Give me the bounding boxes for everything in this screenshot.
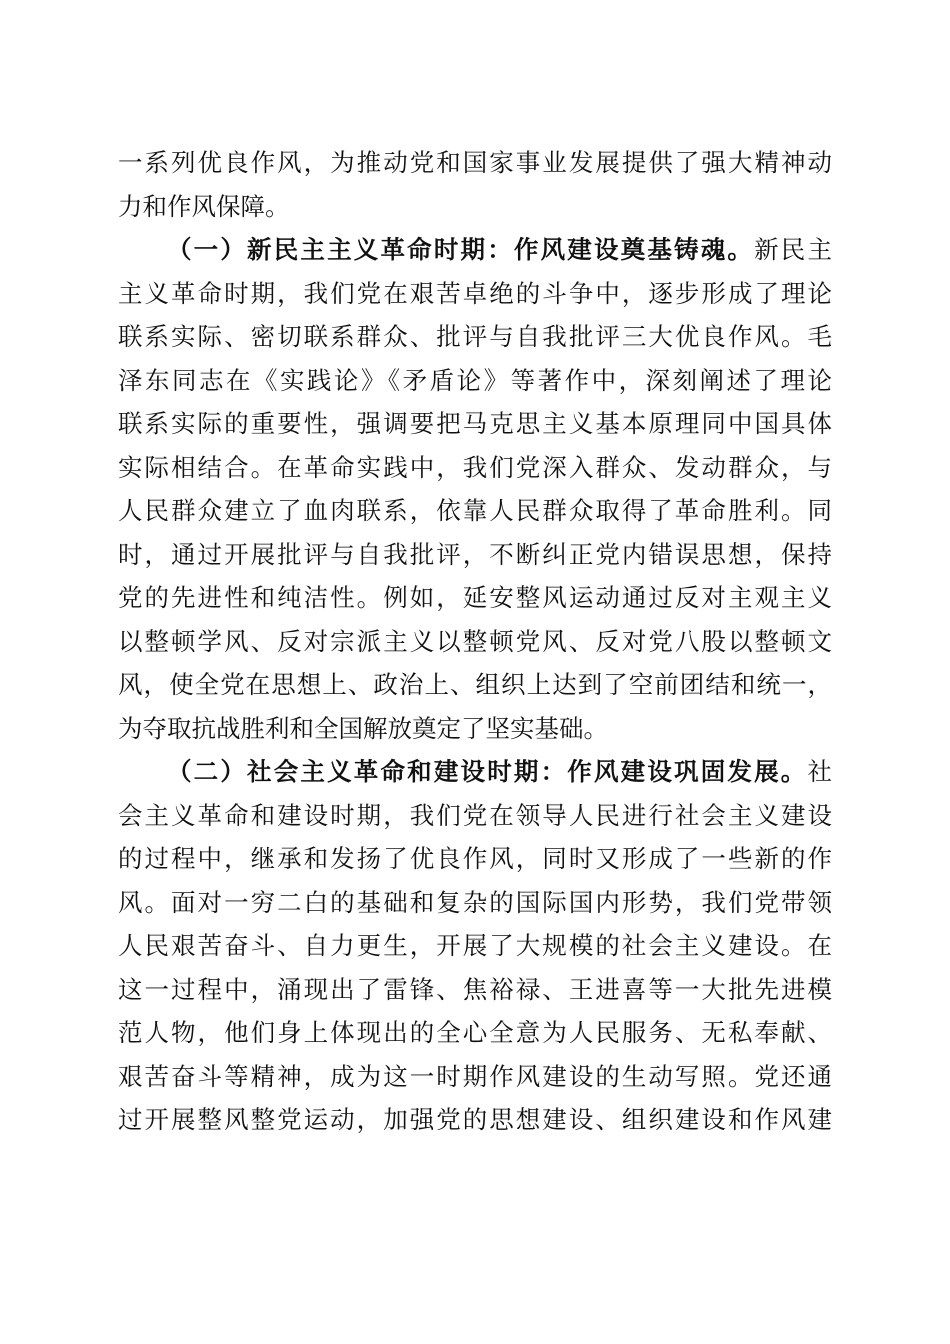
text-line: 新民主 <box>754 235 832 264</box>
text-line: 联系实际的重要性，强调要把马克思主义基本原理同中国具体 <box>118 409 832 438</box>
text-line: 社 <box>807 757 832 786</box>
section-heading-line <box>118 750 832 794</box>
text-line: 过开展整风整党运动，加强党的思想建设、组织建设和作风建 <box>118 1105 832 1134</box>
text-line: 一系列优良作风，为推动党和国家事业发展提供了强大精神动 <box>118 148 832 177</box>
text-line: 泽东同志在《实践论》《矛盾论》等著作中，深刻阐述了理论 <box>118 365 832 395</box>
text-line: 力和作风保障。 <box>118 191 290 221</box>
text-line: 党的先进性和纯洁性。例如，延安整风运动通过反对主观主义 <box>118 583 832 612</box>
text-line: 时，通过开展批评与自我批评，不断纠正党内错误思想，保持 <box>118 539 832 569</box>
text-line: 艰苦奋斗等精神，成为这一时期作风建设的生动写照。党还通 <box>118 1061 832 1091</box>
section-heading-2: （二）社会主义革命和建设时期：作风建设巩固发展。 <box>167 757 808 786</box>
text-line: 范人物，他们身上体现出的全心全意为人民服务、无私奉献、 <box>118 1018 832 1047</box>
text-line: 这一过程中，涌现出了雷锋、焦裕禄、王进喜等一大批先进模 <box>118 974 832 1004</box>
text-line: 主义革命时期，我们党在艰苦卓绝的斗争中，逐步形成了理论 <box>118 278 832 308</box>
text-line: 人民群众建立了血肉联系，依靠人民群众取得了革命胜利。同 <box>118 496 832 525</box>
text-line: 为夺取抗战胜利和全国解放奠定了坚实基础。 <box>118 713 608 743</box>
section-heading-1: （一）新民主主义革命时期：作风建设奠基铸魂。 <box>167 235 755 264</box>
section-heading-line <box>118 228 832 272</box>
text-line: 人民艰苦奋斗、自力更生，开展了大规模的社会主义建设。在 <box>118 931 832 960</box>
text-line: 实际相结合。在革命实践中，我们党深入群众、发动群众，与 <box>118 452 832 482</box>
text-line: 风。面对一穷二白的基础和复杂的国际国内形势，我们党带领 <box>118 887 832 917</box>
body-text <box>118 141 832 1142</box>
text-line: 的过程中，继承和发扬了优良作风，同时又形成了一些新的作 <box>118 844 832 873</box>
text-line: 联系实际、密切联系群众、批评与自我批评三大优良作风。毛 <box>118 322 832 351</box>
text-line: 风，使全党在思想上、政治上、组织上达到了空前团结和统一， <box>118 670 832 699</box>
text-line: 会主义革命和建设时期，我们党在领导人民进行社会主义建设 <box>118 800 832 830</box>
text-line: 以整顿学风、反对宗派主义以整顿党风、反对党八股以整顿文 <box>118 626 832 656</box>
